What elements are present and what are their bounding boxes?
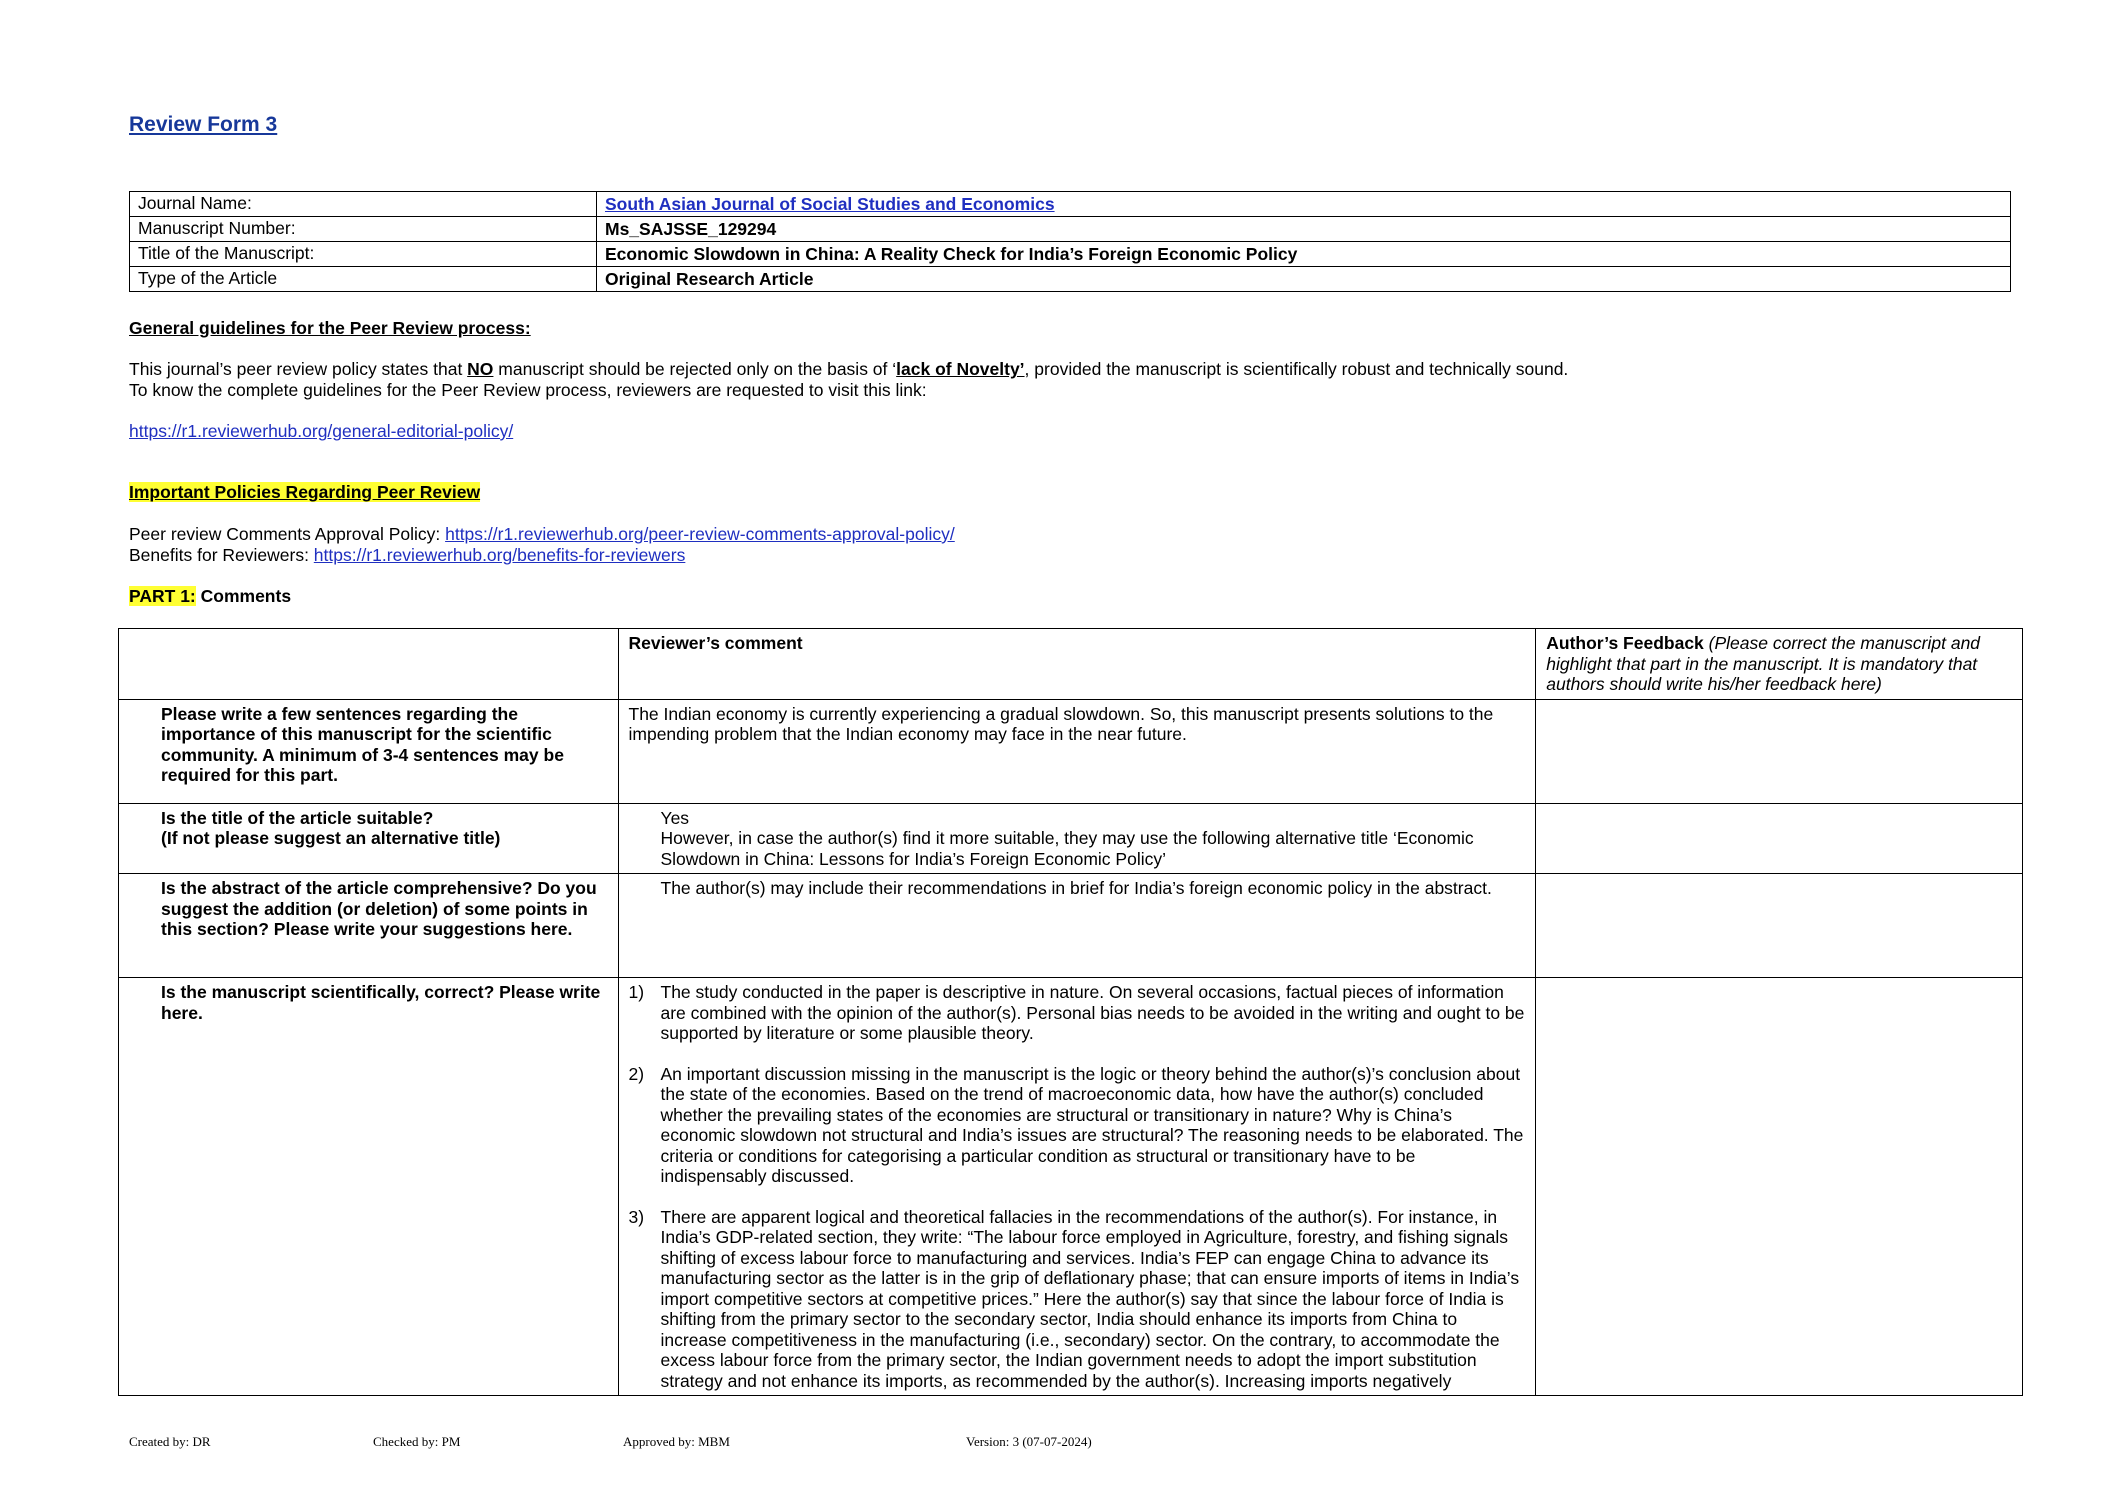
comments-table [118,628,2023,1396]
guidelines-link-line [129,421,513,442]
footer-created: Created by: DR [129,1434,211,1449]
feedback-title[interactable] [1536,803,2023,874]
author-feedback-title: Author’s Feedback [1546,633,1704,653]
manuscript-number-value: Ms_SAJSSE_129294 [597,217,2011,242]
journal-name-label: Journal Name: [130,192,597,217]
feedback-abstract[interactable] [1536,874,2023,978]
manuscript-title-value: Economic Slowdown in China: A Reality Check for India’s Foreign Economic Policy [597,242,2011,267]
question-scientific: Is the manuscript scientifically, correct? Please write here. [119,978,619,1396]
manuscript-number-label: Manuscript Number: [130,217,597,242]
point-number: 3) [628,1206,645,1227]
question-title-line1: Is the title of the article suitable? [161,807,434,828]
form-title: Review Form 3 [129,113,278,136]
comment-abstract [618,874,1536,978]
table-row [130,267,2011,292]
guidelines-novelty: lack of Novelty’ [896,359,1025,379]
feedback-scientific[interactable] [1536,978,2023,1396]
point-text: There are apparent logical and theoretical fallacies in the recommendations of the author(s). For instance, in India’s GDP-related section, they write: “The labour force employed in Agriculture, forestry, and fishing signals shifting of excess labour force to manufacturing and services. India’s FEP can engage China to advance its manufacturing sector as the latter is in the grip of deflationary phase; that can ensure imports of items in India’s import competitive sectors at competitive prices.” Here the author(s) say that since the labour force of India is shifting from the primary sector to the secondary sector, India should enhance its imports from China to increase competitiveness in the manufacturing (i.e., secondary) sector. On the contrary, to accommodate the excess labour force from the primary sector, the Indian government needs to adopt the import substitution strategy and not enhance its imports, as recommended by the author(s). Increasing imports negatively [660,1206,1520,1391]
question-importance: Please write a few sentences regarding the importance of this manuscript for the scientific community. A minimum of 3-4 sentences may be required for this part. [119,699,619,803]
guidelines-paragraph [129,359,1568,380]
header-reviewer-comment: Reviewer’s comment [618,629,1536,700]
header-empty-cell [119,629,619,700]
question-title [119,803,619,874]
part1-title: Comments [195,586,292,606]
list-item [628,982,1526,1044]
guidelines-text-c: , provided the manuscript is scientifically robust and technically sound. [1024,359,1569,379]
part1-heading [129,586,291,607]
journal-name-link[interactable]: South Asian Journal of Social Studies and Economics [605,194,1055,214]
journal-name-value [597,192,2011,217]
approval-policy-line [129,524,955,545]
question-abstract: Is the abstract of the article comprehensive? Do you suggest the addition (or deletion) of some points in this section? Please write your suggestions here. [119,874,619,978]
policies-heading-text: Important Policies Regarding Peer Review [129,482,481,502]
list-item [628,1206,1526,1392]
part1-label: PART 1: [129,586,196,606]
benefits-line [129,545,685,566]
question-title-line2: (If not please suggest an alternative title) [161,828,501,848]
article-type-label: Type of the Article [130,267,597,292]
approval-policy-label: Peer review Comments Approval Policy: [129,524,446,544]
table-row [119,874,2023,978]
manuscript-title-label: Title of the Manuscript: [130,242,597,267]
comment-importance: The Indian economy is currently experiencing a gradual slowdown. So, this manuscript presents solutions to the impending problem that the Indian economy may face in the near future. [618,699,1536,803]
footer-approved: Approved by: MBM [623,1434,730,1449]
point-number: 1) [628,982,645,1002]
table-row [119,803,2023,874]
editorial-policy-link[interactable]: https://r1.reviewerhub.org/general-editorial-policy/ [129,421,514,441]
guidelines-no: NO [467,359,494,379]
table-row [119,978,2023,1396]
footer-version: Version: 3 (07-07-2024) [966,1434,1092,1449]
policies-heading [129,482,480,503]
table-row [130,242,2011,267]
point-number: 2) [628,1063,645,1084]
comment-abstract-text: The author(s) may include their recommendations in brief for India’s foreign economic policy in the abstract. [660,878,1492,898]
comment-title-alt: However, in case the author(s) find it more suitable, they may use the following alternative title ‘Economic Slowdown in China: Lessons for India’s Foreign Economic Policy’ [660,828,1474,869]
manuscript-info-table [129,191,2011,292]
benefits-link[interactable]: https://r1.reviewerhub.org/benefits-for-reviewers [313,545,686,565]
feedback-importance[interactable] [1536,699,2023,803]
point-text: The study conducted in the paper is descriptive in nature. On several occasions, factual pieces of information are combined with the opinion of the author(s). Personal bias needs to be avoided in the writing and ought to be supported by literature or some plausible theory. [660,982,1525,1043]
benefits-label: Benefits for Reviewers: [129,545,314,565]
point-text: An important discussion missing in the manuscript is the logic or theory behind the author(s)’s conclusion about the state of the economies. Based on the trend of macroeconomic data, how have the author(s) concluded whether the prevailing states of the economies are structural or transitionary in nature? Why is China’s economic slowdown not structural and India’s issues are structural? The reasoning needs to be elaborated. The criteria or conditions for categorising a particular condition as structural or transitionary have to be indispensably discussed. [660,1063,1524,1186]
comment-title-yes: Yes [660,807,690,828]
list-item [628,1063,1526,1187]
footer-checked: Checked by: PM [373,1434,461,1449]
table-row [130,192,2011,217]
article-type-value: Original Research Article [597,267,2011,292]
author-feedback-instructions: (Please correct the manuscript and highlight that part in the manuscript. It is mandatory that authors should write his/her feedback here) [1546,633,1981,694]
table-header-row [119,629,2023,700]
table-row [130,217,2011,242]
comment-scientific [618,978,1536,1396]
comment-points-list [629,982,1526,1391]
comment-title [618,803,1536,874]
guidelines-text-b: manuscript should be rejected only on the basis of ‘ [493,359,897,379]
table-row [119,699,2023,803]
guidelines-paragraph-2: To know the complete guidelines for the Peer Review process, reviewers are requested to visit this link: [129,380,927,400]
guidelines-heading: General guidelines for the Peer Review process: [129,318,531,338]
approval-policy-link[interactable]: https://r1.reviewerhub.org/peer-review-comments-approval-policy/ [445,524,955,544]
guidelines-text-a: This journal’s peer review policy states that [129,359,468,379]
header-author-feedback [1536,629,2023,700]
